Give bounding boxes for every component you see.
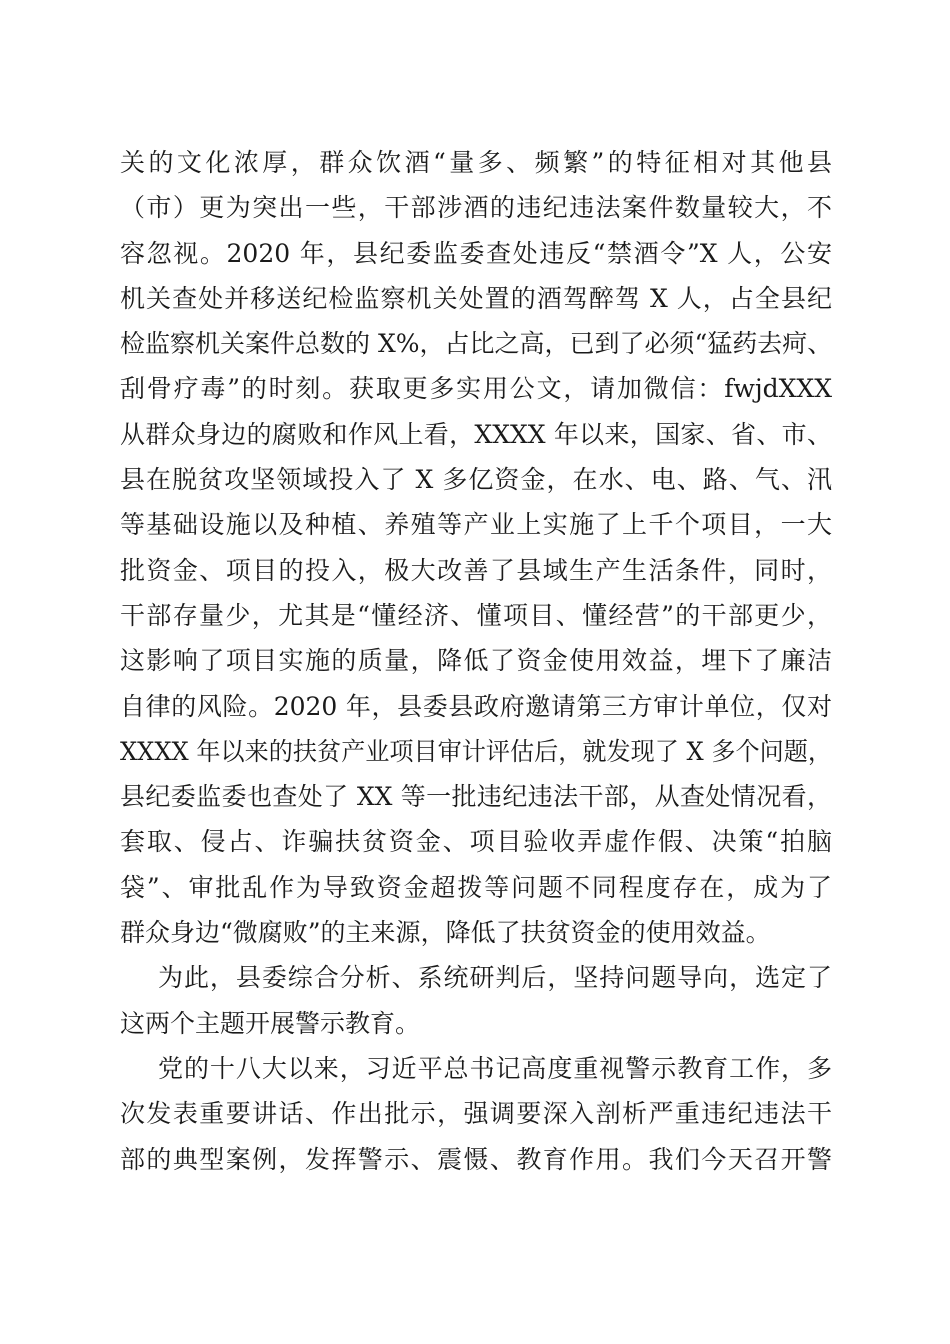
text-line: 群众身边“微腐败”的主来源，降低了扶贫资金的使用效益。 [120, 918, 771, 948]
text-line: 从群众身边的腐败和作风上看，XXXX 年以来，国家、省、市、 [120, 419, 832, 449]
text-line: 部的典型案例，发挥警示、震慑、教育作用。我们今天召开警 [120, 1144, 832, 1174]
text-line: 干部存量少，尤其是“懂经济、懂项目、懂经营”的干部更少， [120, 600, 832, 630]
text-line: 容忽视。2020 年，县纪委监委查处违反“禁酒令”X 人，公安 [120, 238, 832, 268]
text-line: （市）更为突出一些，干部涉酒的违纪违法案件数量较大，不 [120, 193, 832, 223]
paragraph-start-line: 党的十八大以来，习近平总书记高度重视警示教育工作，多 [158, 1053, 832, 1083]
text-line: 批资金、项目的投入，极大改善了县域生产生活条件，同时， [120, 555, 832, 585]
text-line: 套取、侵占、诈骗扶贫资金、项目验收弄虚作假、决策“拍脑 [120, 827, 832, 857]
text-line: 次发表重要讲话、作出批示，强调要深入剖析严重违纪违法干 [120, 1099, 832, 1129]
text-line: 这两个主题开展警示教育。 [120, 1008, 421, 1038]
body-text [120, 140, 832, 1182]
paragraph-start-line: 为此，县委综合分析、系统研判后，坚持问题导向，选定了 [158, 963, 832, 993]
text-line: 刮骨疗毒”的时刻。获取更多实用公文，请加微信：fwjdXXX [120, 374, 832, 404]
text-line: 这影响了项目实施的质量，降低了资金使用效益，埋下了廉洁 [120, 646, 832, 676]
text-line: 关的文化浓厚，群众饮酒“量多、频繁”的特征相对其他县 [120, 148, 832, 177]
text-line: 机关查处并移送纪检监察机关处置的酒驾醉驾 X 人，占全县纪 [120, 283, 832, 313]
text-line: 县纪委监委也查处了 XX 等一批违纪违法干部，从查处情况看， [120, 782, 832, 812]
text-line: XXXX 年以来的扶贫产业项目审计评估后，就发现了 X 多个问题， [120, 736, 833, 766]
text-line: 等基础设施以及种植、养殖等产业上实施了上千个项目，一大 [120, 510, 832, 540]
text-line: 县在脱贫攻坚领域投入了 X 多亿资金，在水、电、路、气、汛 [120, 465, 832, 495]
text-line: 袋”、审批乱作为导致资金超拨等问题不同程度存在，成为了 [120, 872, 832, 902]
text-line: 自律的风险。2020 年，县委县政府邀请第三方审计单位，仅对 [120, 691, 832, 721]
text-line: 检监察机关案件总数的 X%，占比之高，已到了必须“猛药去疴、 [120, 329, 833, 359]
